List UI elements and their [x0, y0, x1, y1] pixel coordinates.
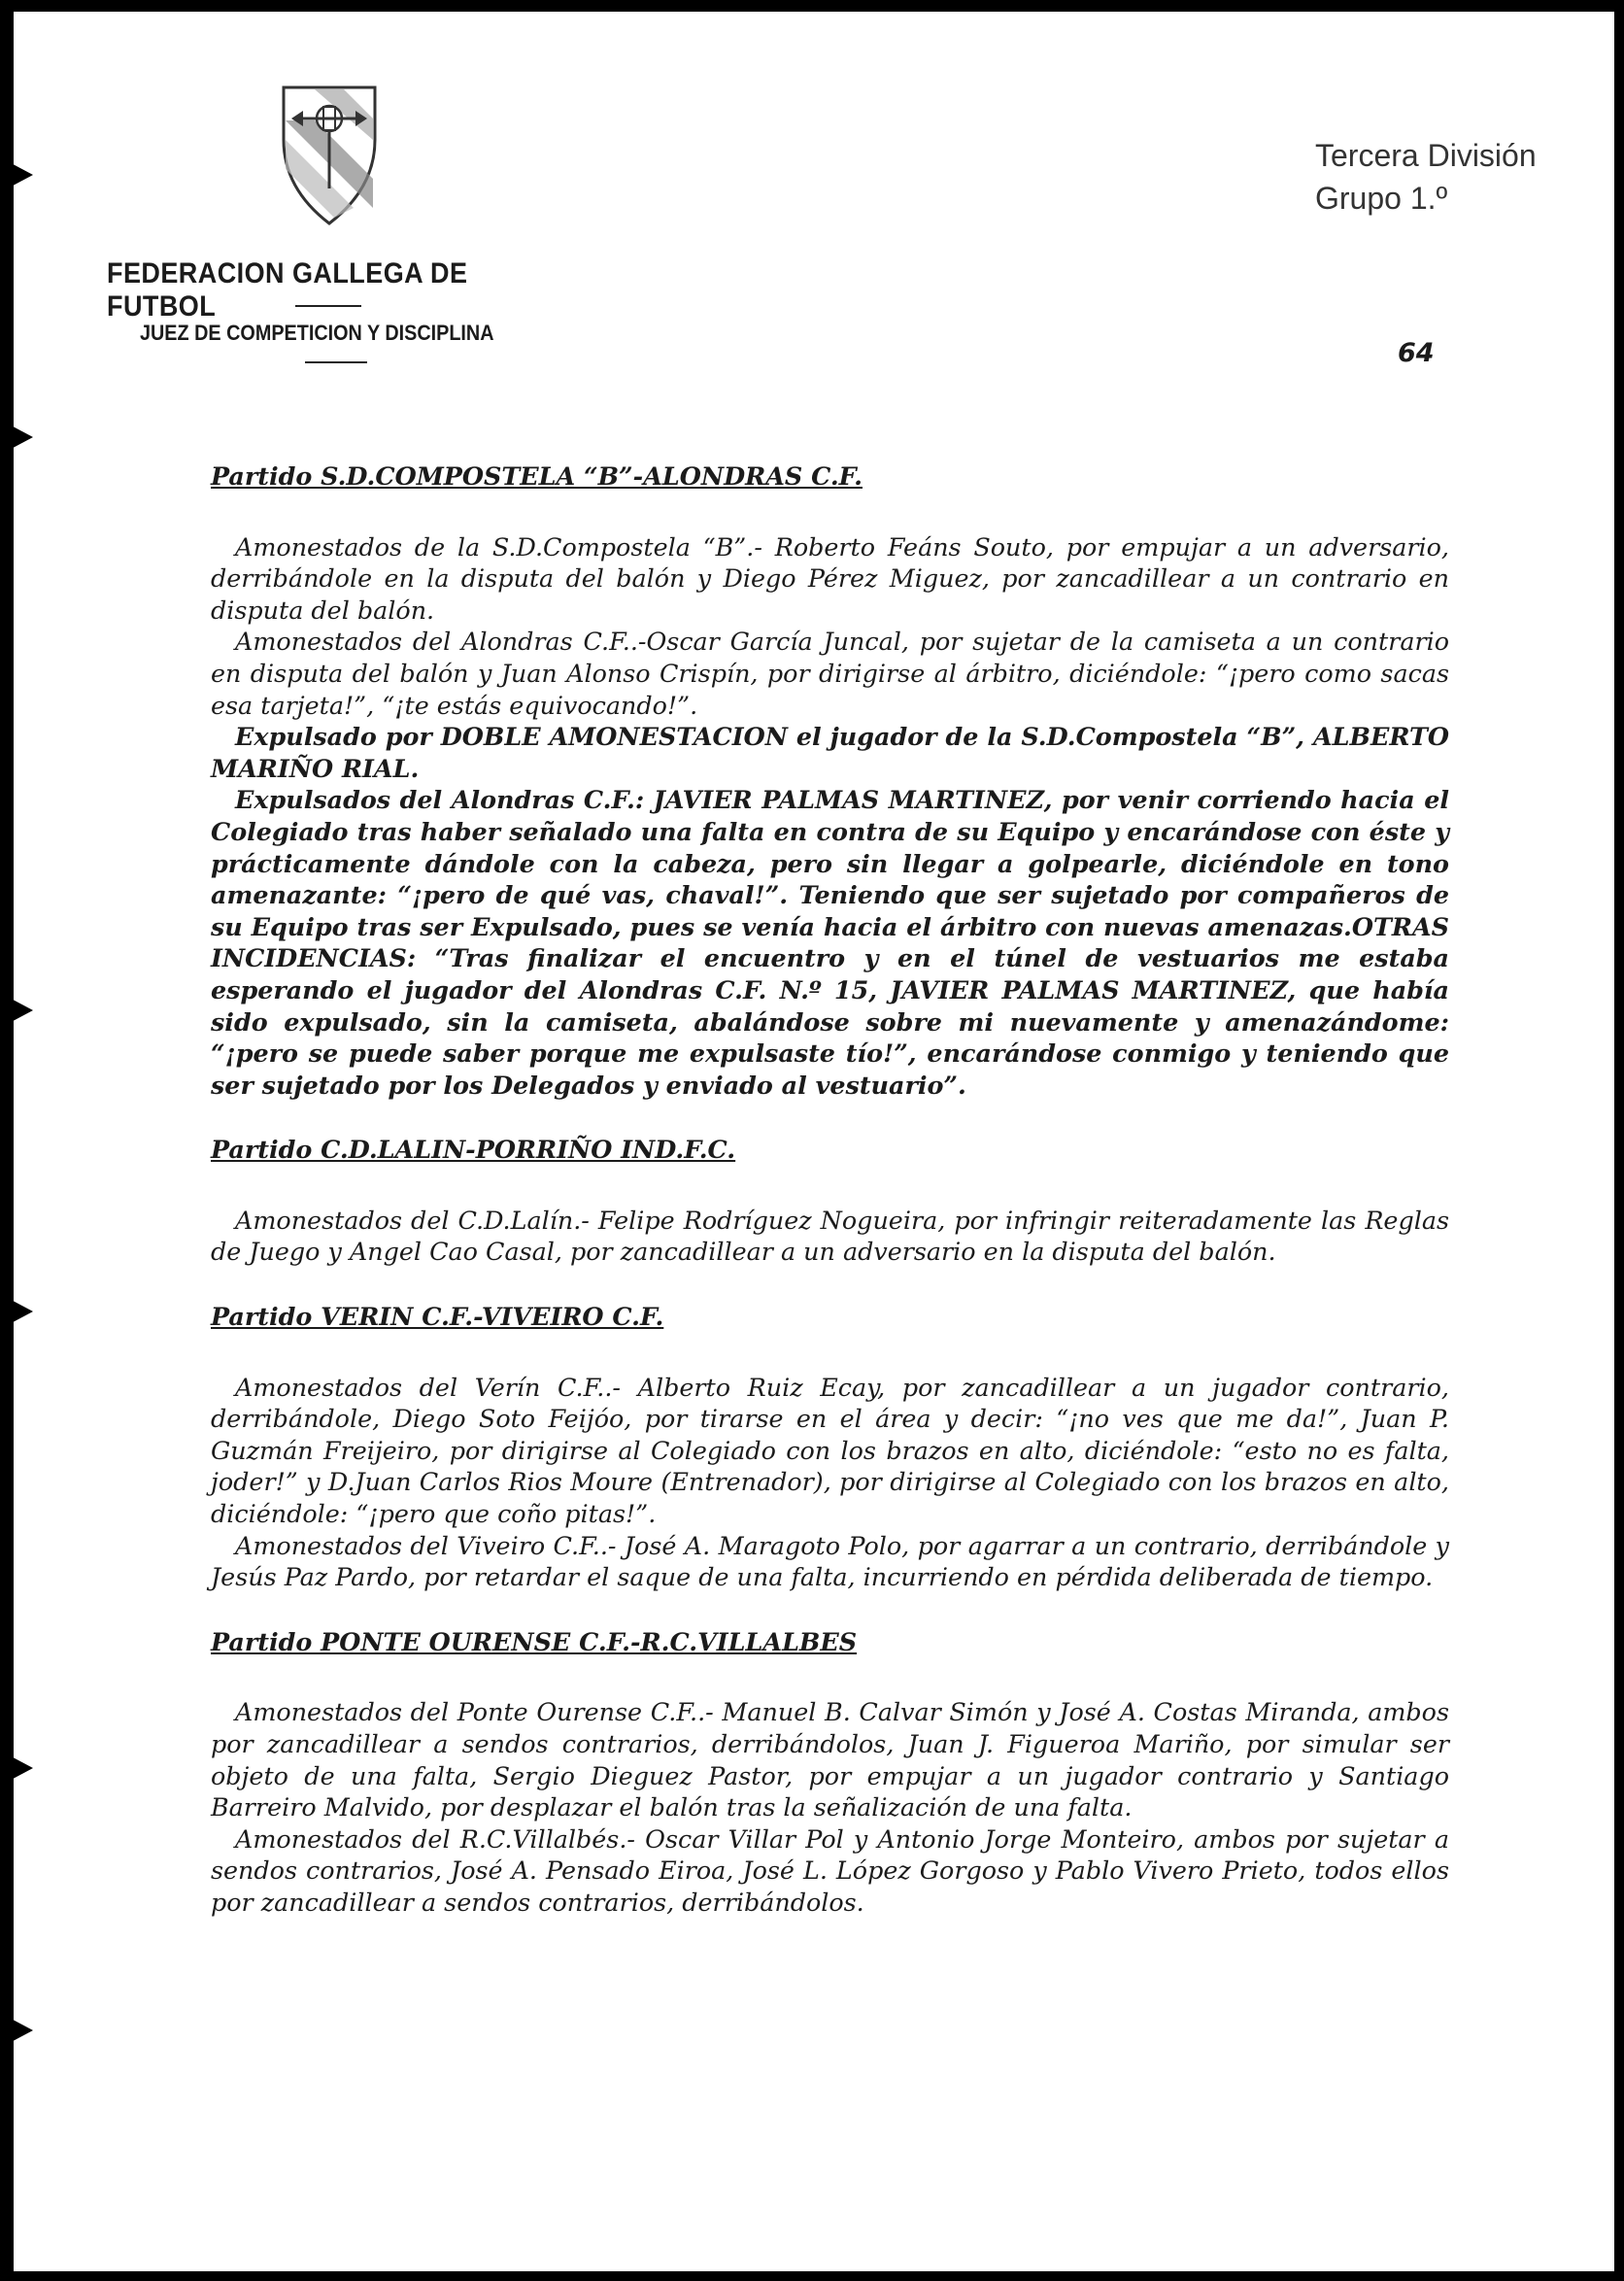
paragraph: Amonestados del C.D.Lalín.- Felipe Rodríguez Nogueira, por infringir reiteradamente las Reglas de Juego y Angel Cao Casal, por zancadillear a un adversario en la disputa del balón. [211, 1205, 1449, 1267]
division-label: Tercera División [1315, 138, 1537, 173]
torn-edge [14, 993, 33, 1028]
torn-edge [14, 2013, 33, 2048]
department-name: JUEZ DE COMPETICION Y DISCIPLINA [140, 321, 494, 345]
document-body [211, 460, 1449, 1919]
paragraph: Amonestados del Alondras C.F..-Oscar García Juncal, por sujetar de la camiseta a un contrario en disputa del balón y Juan Alonso Crispín, por dirigirse al árbitro, diciéndole: “¡pero como sacas esa tarjeta!”, “¡te estás equivocando!”. [211, 627, 1449, 720]
match-title: Partido PONTE OURENSE C.F.-R.C.VILLALBES [211, 1626, 858, 1656]
paragraph: Amonestados del Verín C.F..- Alberto Ruiz Ecay, por zancadillear a un jugador contrario, derribándole, Diego Soto Feijóo, por tirarse en el área y decir: “¡no ves que me da!”, Juan P. Guzmán Freijeiro, por dirigirse al Colegiado con los brazos en alto, diciéndole: “esto no es falta, joder!” y D.Juan Carlos Rios Moure (Entrenador), por dirigirse al Colegiado con los brazos en alto, diciéndole: “¡pero que coño pitas!”. [211, 1372, 1449, 1529]
torn-edge [14, 420, 33, 455]
group-label: Grupo 1.º [1315, 181, 1448, 216]
match-title: Partido C.D.LALIN-PORRIÑO IND.F.C. [211, 1135, 736, 1165]
divider [295, 305, 361, 307]
match-title: Partido S.D.COMPOSTELA “B”-ALONDRAS C.F. [211, 461, 863, 491]
page-number: 64 [1398, 338, 1435, 368]
paragraph: Amonestados del R.C.Villalbés.- Oscar Villar Pol y Antonio Jorge Monteiro, ambos por sujetar a sendos contrarios, José A. Pensado Eiroa, José L. López Gorgoso y Pablo Vivero Prieto, todos ellos por zancadillear a sendos contrarios, derribándolos. [211, 1823, 1449, 1917]
torn-edge [14, 1751, 33, 1786]
paragraph: Amonestados de la S.D.Compostela “B”.- Roberto Feáns Souto, por empujar a un adversario, derribándole en la disputa del balón y Diego Pérez Miguez, por zancadillear a un contrario en disputa del balón. [211, 531, 1449, 625]
organization-name: FEDERACION GALLEGA DE FUTBOL [107, 257, 468, 323]
paragraph: Amonestados del Ponte Ourense C.F..- Manuel B. Calvar Simón y José A. Costas Miranda, ambos por zancadillear a sendos contrarios, derribándolos, Juan J. Figueroa Mariño, por simular ser objeto de una falta, Sergio Dieguez Pastor, por empujar a un jugador contrario y Santiago Barreiro Malvido, por desplazar el balón tras la señalización de una falta. [211, 1697, 1449, 1822]
federation-crest-icon [276, 82, 383, 227]
paragraph: Amonestados del Viveiro C.F..- José A. Maragoto Polo, por agarrar a un contrario, derribándole y Jesús Paz Pardo, por retardar el saque de una falta, incurriendo en pérdida deliberada de tiempo. [211, 1530, 1449, 1592]
document-page [14, 12, 1614, 2271]
torn-edge [14, 157, 33, 192]
paragraph-expulsion: Expulsado por DOBLE AMONESTACION el jugador de la S.D.Compostela “B”, ALBERTO MARIÑO RIAL. [211, 722, 1449, 783]
divider [305, 361, 367, 363]
match-title: Partido VERIN C.F.-VIVEIRO C.F. [211, 1302, 664, 1332]
paragraph-expulsion: Expulsados del Alondras C.F.: JAVIER PALMAS MARTINEZ, por venir corriendo hacia el Colegiado tras haber señalado una falta en contra de su Equipo y encarándose con éste y prácticamente dándole con la cabeza, pero sin llegar a golpearle, diciéndole en tono amenazante: “¡pero de qué vas, chaval!”. Teniendo que ser sujetado por compañeros de su Equipo tras ser Expulsado, pues se venía hacia el árbitro con nuevas amenazas.OTRAS INCIDENCIAS: “Tras finalizar el encuentro y en el túnel de vestuarios me estaba esperando el jugador del Alondras C.F. N.º 15, JAVIER PALMAS MARTINEZ, que había sido expulsado, sin la camiseta, abalándose sobre mi nuevamente y amenazándome: “¡pero se puede saber porque me expulsaste tío!”, encarándose conmigo y teniendo que ser sujetado por los Delegados y enviado al vestuario”. [211, 785, 1449, 1100]
torn-edge [14, 1294, 33, 1329]
division-block [1315, 134, 1537, 220]
